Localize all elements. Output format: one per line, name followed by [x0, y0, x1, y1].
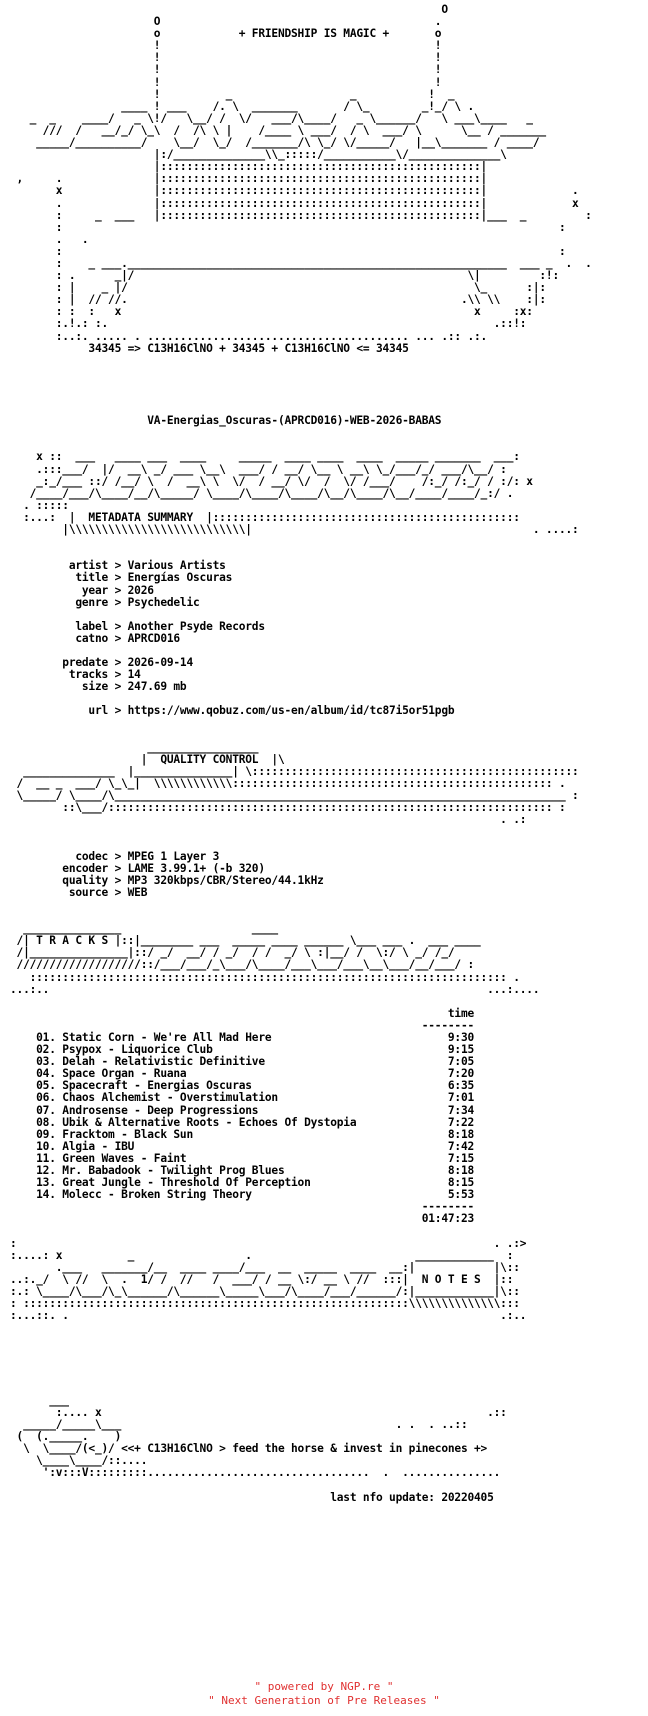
meta-year: year > 2026	[10, 583, 154, 597]
qc-art-line: / __ _ ___/ \_\_| \\\\\\\\\\\\::::::::::::::::::::::::::::::::::::::::::::::::: .	[10, 777, 566, 790]
notes-logo-line: : :::::::::::::::::::::::::::::::::::::::::::::::::::::::::::\\\\\\\\\\\\\\:::	[10, 1297, 520, 1311]
track-row: 10. Algia - IBU 7:42	[10, 1139, 475, 1153]
banner-art-line: , . |:::::::::::::::::::::::::::::::::::::::::::::::::|	[10, 172, 488, 186]
track-row: 07. Androsense - Deep Progressions 7:34	[10, 1103, 475, 1117]
banner-art-line: : . _|/ \| :!:	[10, 269, 559, 283]
banner-art-line: :.!.: :. .::!:	[10, 317, 527, 331]
banner-art-line: : | _ |/ \_ :|:	[10, 281, 546, 295]
banner-art-line: ! !	[10, 39, 442, 53]
notes-logo-line: :...::. . .:..	[10, 1309, 527, 1323]
banner-art-line: ! !	[10, 63, 442, 77]
qc-encoder: encoder > LAME 3.99.1+ (-b 320)	[10, 861, 265, 875]
tag-art-line: ( (._____. )	[10, 1430, 488, 1444]
banner-art-line: : _ ___.__________________________________________________________ ___ _ . .	[10, 256, 592, 270]
metadata-logo-line: /____/___/\____/__/\_____/ \____/\____/\____/\__/\____/\__/____/____/_:/ .	[10, 486, 514, 500]
last-update: last nfo update: 20220405	[10, 1490, 494, 1504]
total-time: 01:47:23	[10, 1212, 475, 1226]
notes-logo-line: :....: x _ . ____________ :	[10, 1248, 514, 1262]
qc-art-line: ______________ |_______________| \::::::::::::::::::::::::::::::::::::::::::::::::::	[10, 764, 579, 778]
release-name: VA-Energias_Oscuras-(APRCD016)-WEB-2026-BABAS	[10, 414, 442, 428]
banner-art-line: : :	[10, 220, 566, 234]
track-row: 04. Space Organ - Ruana 7:20	[10, 1067, 475, 1081]
meta-size: size > 247.69 mb	[10, 680, 187, 694]
meta-catno: catno > APRCD016	[10, 631, 180, 645]
qc-title: | QUALITY CONTROL |\	[10, 752, 285, 766]
metadata-title: :...: | METADATA SUMMARY |:::::::::::::::::::::::::::::::::::::::::::::::	[10, 510, 527, 524]
tracks-logo-line: ...:.. ...:....	[10, 982, 540, 996]
time-rule: --------	[10, 1018, 475, 1032]
track-row: 01. Static Corn - We're All Mad Here 9:30	[10, 1030, 475, 1044]
tag-art-line: _____/_____\___ . . . ..::	[10, 1417, 468, 1431]
meta-title: title > Energías Oscuras	[10, 571, 233, 585]
notes-logo-line: : . .:>	[10, 1236, 527, 1250]
meta-label: label > Another Psyde Records	[10, 619, 265, 633]
qc-art-line: . .:	[10, 813, 527, 827]
meta-artist: artist > Various Artists	[10, 559, 226, 573]
track-row: 14. Molecc - Broken String Theory 5:53	[10, 1188, 475, 1202]
track-row: 12. Mr. Babadook - Twilight Prog Blues 8:18	[10, 1164, 475, 1177]
banner-art-line: ! _ _ ! _	[10, 87, 455, 101]
tagline: \ \____/(<_)/ <<+ C13H16ClNO > feed the horse & invest in pinecones +>	[10, 1442, 488, 1456]
tag-art-line: \____\____/::....	[10, 1454, 148, 1468]
track-row: 11. Green Waves - Faint 7:15	[10, 1151, 475, 1165]
nfo-document	[10, 4, 638, 1504]
banner-art-line: |:::::::::::::::::::::::::::::::::::::::::::::::::|	[10, 160, 488, 174]
banner-art-line: O .	[10, 15, 442, 29]
time-header: time	[10, 1006, 475, 1020]
banner-art-line: ____ ! ___ /. \ _______ / \_ _!_/ \ .	[10, 99, 475, 113]
notes-title: ..:._/ \ // \ . 1/ / // / ___/ / __ \:/ __ \ // :::| N O T E S |::	[10, 1272, 514, 1286]
tracks-logo-line: ::::::::::::::::::::::::::::::::::::::::::::::::::::::::::::::::::::::::: .	[10, 970, 520, 984]
metadata-logo-line: . :::::	[10, 498, 69, 512]
total-rule: --------	[10, 1200, 475, 1214]
metadata-logo-line: .:::___/ |/ __\ _/ ___ \__\ ___/ / __/ \__ \ __\ \_/___/_/ ___/\__/ :	[10, 462, 507, 476]
banner-art-line: . |:::::::::::::::::::::::::::::::::::::::::::::::::| x	[10, 196, 579, 210]
banner-art-line: _ _ ____/ _ \!/ \__/ / \/ ___/\____/ _ \______/ \ ___\____ _	[10, 111, 533, 125]
metadata-rule: |\\\\\\\\\\\\\\\\\\\\\\\\\\\| . ....:	[10, 523, 579, 537]
formula-line: 34345 => C13H16ClNO + 34345 + C13H16ClNO <= 34345	[10, 341, 409, 355]
qc-quality: quality > MP3 320kbps/CBR/Stereo/44.1kHz	[10, 873, 324, 887]
banner-art-line: /// / __/_/ \_\ / /\ \ | /____ \ ___/ / \ ___/ \ \__ / _______	[10, 123, 546, 137]
meta-predate: predate > 2026-09-14	[10, 656, 193, 670]
metadata-logo-line: _:_/___ ::/ /__/ \ / __\ \ \/ / __/ \/ / \/ /___/ /:_/ /:_/ / :/: x	[10, 474, 533, 488]
qc-art-line: \_____/ \____/\_____________________________________________________________________ :	[10, 789, 579, 803]
track-row: 13. Great Jungle - Threshold Of Perception 8:15	[10, 1176, 475, 1190]
banner-art-line: . .	[10, 232, 128, 246]
banner-art-line: : : : x x :x:	[10, 305, 533, 319]
banner-art-line: x |:::::::::::::::::::::::::::::::::::::::::::::::::| .	[10, 184, 579, 198]
meta-url: url > https://www.qobuz.com/us-en/album/id/tc87i5or51pgb	[10, 704, 455, 718]
tracks-title: /| T R A C K S |::|________ ___ _____ ____ ______ \___ ___ . ___ ____	[10, 934, 481, 948]
tag-art-line: ':v:::V:::::::::.................................. . ...............	[10, 1466, 501, 1480]
track-row: 02. Psypox - Liquorice Club 9:15	[10, 1043, 475, 1057]
qc-source: source > WEB	[10, 885, 148, 899]
tracks-logo-line: /|_______________|::/ _/ __/ / _/ / / _/ \ :|__/ / \:/ \ _/ /_/	[10, 946, 455, 960]
footer-powered-by: " powered by NGP.re "	[254, 1680, 394, 1693]
meta-genre: genre > Psychedelic	[10, 595, 200, 609]
qc-art-line: ::\___/:::::::::::::::::::::::::::::::::::::::::::::::::::::::::::::::::::: :	[10, 801, 566, 815]
banner-art-line: ! !	[10, 75, 442, 89]
banner-art-line: : _ ___ |:::::::::::::::::::::::::::::::::::::::::::::::::|___ _ :	[10, 208, 592, 222]
track-row: 05. Spacecraft - Energias Oscuras 6:35	[10, 1079, 475, 1093]
banner-art-line: ! !	[10, 51, 442, 65]
banner-art-line: : | // //. .\\ \\ :|:	[10, 293, 546, 307]
meta-tracks: tracks > 14	[10, 668, 141, 682]
qc-box-top: _________________	[10, 740, 259, 754]
tracks-logo-line: _______________ ____	[10, 922, 278, 936]
track-row: 09. Fracktom - Black Sun 8:18	[10, 1127, 475, 1141]
banner-art-line: o + FRIENDSHIP IS MAGIC + o	[10, 27, 442, 41]
banner-art-line: O	[10, 3, 448, 16]
banner-art-line: : :	[10, 244, 566, 258]
notes-logo-line: .___ _______/__ ____ ____/___ __ _____ ____ __:| |\::	[10, 1260, 520, 1274]
metadata-logo-line: x :: ___ ____ ___ ____ _____ ____ ____ ____ _____ _______ ___:	[10, 450, 520, 464]
tracks-logo-line: ///////////////////::/___/___/_\___/\____/___\___/___\__\___/__/___/ :	[10, 958, 475, 972]
banner-art-line: :..:. ..... . ........................................ ... .:: .:.	[10, 329, 488, 343]
footer-tagline: " Next Generation of Pre Releases "	[208, 1694, 440, 1707]
track-row: 06. Chaos Alchemist - Overstimulation 7:01	[10, 1091, 475, 1105]
track-row: 08. Ubik & Alternative Roots - Echoes Of Dystopia 7:22	[10, 1115, 475, 1129]
track-row: 03. Delah - Relativistic Definitive 7:05	[10, 1055, 475, 1069]
banner-art-line: _____/__________/ \__/ \_/ /_______/\ \_/ \/_____/ |__\_______ / ____/	[10, 136, 540, 150]
notes-logo-line: :.: \____/\___/\_\______/\______\_____\___/\____/___/______/:|____________|\::	[10, 1284, 520, 1298]
tag-art-line: ___	[10, 1393, 69, 1407]
qc-codec: codec > MPEG 1 Layer 3	[10, 849, 220, 863]
tag-art-line: :.... x .::	[10, 1405, 507, 1419]
banner-art-line: |:/______________\\_:::::/___________\/______________\	[10, 148, 507, 162]
